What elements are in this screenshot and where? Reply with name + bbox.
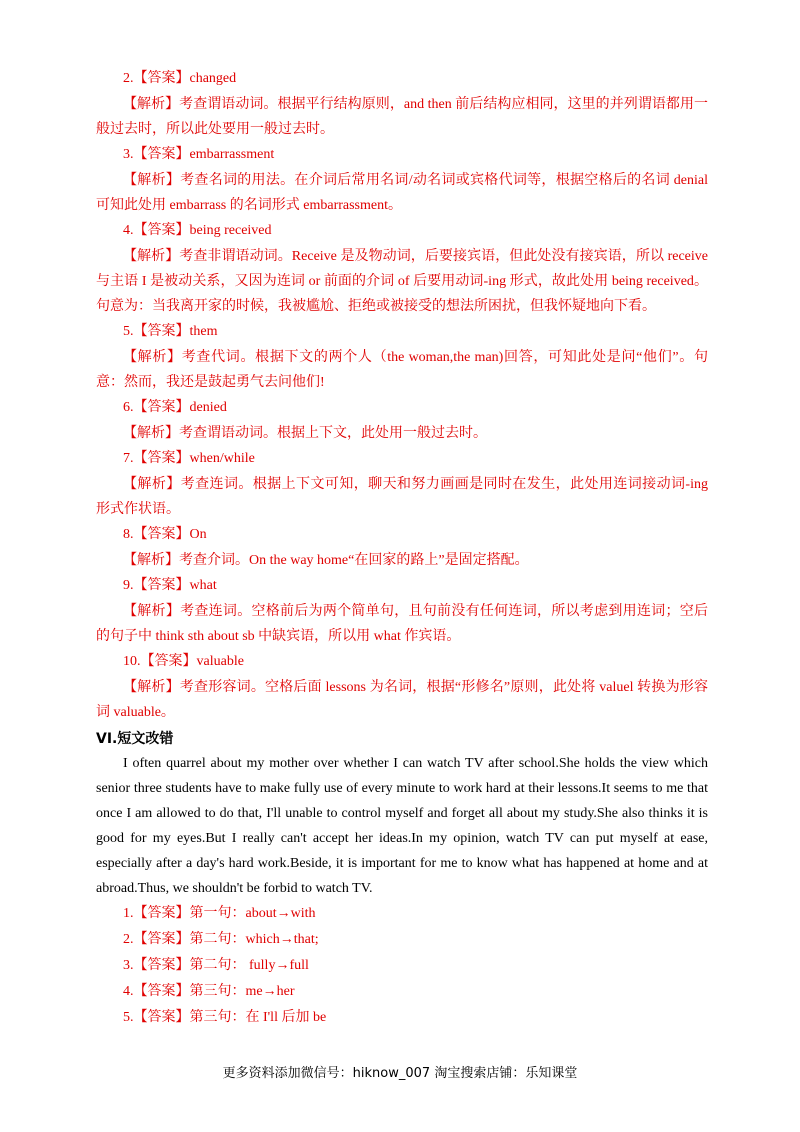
correction-item: 3.【答案】第二句： fully→full xyxy=(123,958,309,973)
document-body xyxy=(96,66,708,1031)
analysis-text: 【解析】考查谓语动词。根据上下文，此处用一般过去时。 xyxy=(123,426,487,441)
answer-line: 8.【答案】On xyxy=(123,527,207,542)
answer-line: 2.【答案】changed xyxy=(123,71,237,86)
answer-item xyxy=(96,522,708,573)
answer-item xyxy=(96,649,708,725)
analysis-text: 【解析】考查代词。根据下文的两个人（the woman,the man)回答，可知此处是问“他们”。句意：然而，我还是鼓起勇气去问他们! xyxy=(96,350,708,390)
analysis-text: 【解析】考查名词的用法。在介词后常用名词/动名词或宾格代词等，根据空格后的名词 denial 可知此处用 embarrass 的名词形式 embarrassment。 xyxy=(96,173,708,213)
answer-line: 6.【答案】denied xyxy=(123,400,227,415)
section-title: VI.短文改错 xyxy=(96,731,174,747)
answer-item xyxy=(96,142,708,218)
analysis-text: 【解析】考查连词。空格前后为两个简单句，且句前没有任何连词，所以考虑到用连词；空后的句子中 think sth about sb 中缺宾语，所以用 what 作宾语。 xyxy=(96,604,708,644)
analysis-text: 【解析】考查非谓语动词。Receive 是及物动词，后要接宾语，但此处没有接宾语，所以 receive 与主语 I 是被动关系，又因为连词 or 前面的介词 of 后要用动词-ing 形式，故此处用 being received。句意为：当我离开家的时候，我被尴尬、拒绝或被接受的想法所困扰，但我怀疑地向下看。 xyxy=(96,249,709,314)
answer-item xyxy=(96,319,708,395)
correction-item: 2.【答案】第二句：which→that; xyxy=(123,932,319,947)
analysis-text: 【解析】考查介词。On the way home“在回家的路上”是固定搭配。 xyxy=(123,553,529,568)
answer-item xyxy=(96,446,708,522)
answer-line: 5.【答案】them xyxy=(123,324,218,339)
correction-item: 5.【答案】第三句：在 I'll 后加 be xyxy=(123,1010,327,1025)
corrections-list xyxy=(96,901,708,1031)
answer-line: 10.【答案】valuable xyxy=(123,654,244,669)
page-footer: 更多资料添加微信号：hiknow_007 淘宝搜索店铺：乐知课堂 xyxy=(222,1066,578,1081)
analysis-text: 【解析】考查形容词。空格后面 lessons 为名词，根据“形修名”原则，此处将 valuel 转换为形容词 valuable。 xyxy=(96,680,708,720)
answer-item xyxy=(96,573,708,649)
analysis-text: 【解析】考查连词。根据上下文可知，聊天和努力画画是同时在发生，此处用连词接动词-ing 形式作状语。 xyxy=(96,477,708,517)
answer-line: 4.【答案】being received xyxy=(123,223,272,238)
analysis-text: 【解析】考查谓语动词。根据平行结构原则，and then 前后结构应相同，这里的并列谓语都用一般过去时，所以此处要用一般过去时。 xyxy=(96,97,708,137)
answer-line: 7.【答案】when/while xyxy=(123,451,255,466)
passage-text: I often quarrel about my mother over whether I can watch TV after school.She holds the view which senior three students have to make fully use of every minute to work hard at their lessons.It seems to me that once I am allowed to do that, I'll unable to control myself and forget all about my study.She also thinks it is good for my eyes.But I really can't accept her ideas.In my opinion, watch TV can put myself at ease, especially after a day's hard work.Beside, it is important for me to know what has happened at home and at abroad.Thus, we shouldn't be forbid to watch TV. xyxy=(96,756,708,896)
answer-item xyxy=(96,218,708,319)
correction-item: 1.【答案】第一句：about→with xyxy=(123,906,316,921)
answer-line: 9.【答案】what xyxy=(123,578,217,593)
answer-item xyxy=(96,395,708,446)
correction-item: 4.【答案】第三句：me→her xyxy=(123,984,295,999)
answer-line: 3.【答案】embarrassment xyxy=(123,147,275,162)
answer-item xyxy=(96,66,708,142)
